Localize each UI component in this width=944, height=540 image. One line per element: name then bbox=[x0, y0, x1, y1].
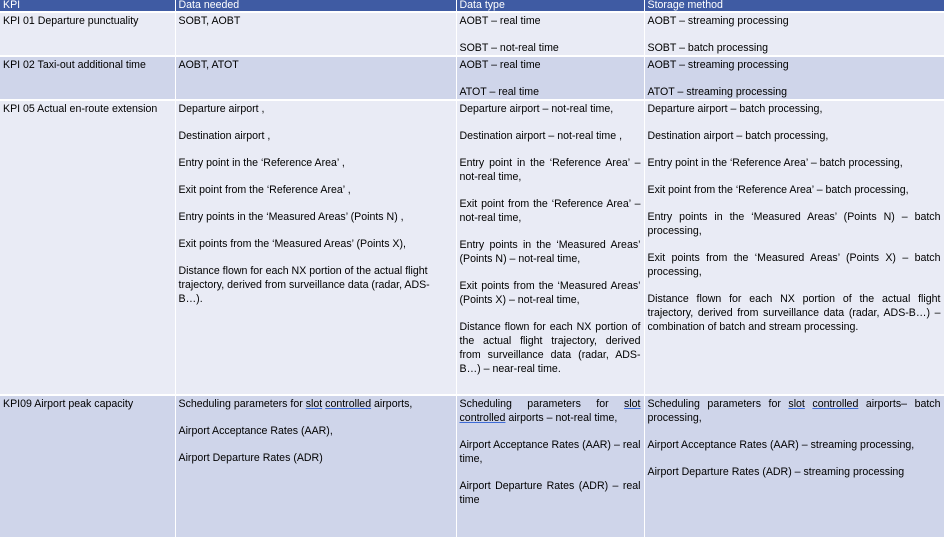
cell-line: Destination airport – batch processing, bbox=[647, 130, 829, 142]
cell-text: airports, bbox=[371, 398, 413, 410]
cell-line: AOBT – streaming processing bbox=[647, 15, 789, 27]
slot-word: slot bbox=[788, 398, 805, 410]
slot-word: slot bbox=[624, 398, 641, 410]
cell-line: Exit point from the ‘Reference Area’ – not-real time, bbox=[459, 198, 641, 224]
cell-line: AOBT – real time bbox=[459, 15, 541, 27]
cell-line: Distance flown for each NX portion of the actual flight trajectory, derived from surveillance data (radar, ADS-B…) – near-real time. bbox=[459, 321, 641, 375]
cell-line: Exit points from the ‘Measured Areas’ (Points X) – not-real time, bbox=[459, 280, 641, 306]
controlled-word: controlled bbox=[325, 398, 372, 410]
cell-text: airports– batch processing, bbox=[647, 398, 941, 424]
cell-text: Scheduling parameters for bbox=[459, 398, 624, 410]
table-row bbox=[0, 395, 944, 538]
cell-line: Departure airport – not-real time, bbox=[459, 103, 614, 115]
cell-line: Entry point in the ‘Reference Area’ – not-real time, bbox=[459, 157, 641, 183]
cell-line: Airport Departure Rates (ADR) – real time bbox=[459, 480, 641, 506]
cell-line: Departure airport – batch processing, bbox=[647, 103, 823, 115]
cell-line bbox=[460, 397, 641, 425]
kpi-cell: KPI 05 Actual en-route extension bbox=[0, 100, 175, 395]
storage-method-cell bbox=[644, 56, 944, 100]
table-row bbox=[0, 56, 944, 100]
cell-line: Exit point from the ‘Reference Area’ , bbox=[178, 184, 351, 196]
table-row bbox=[0, 100, 944, 395]
cell-line: Airport Departure Rates (ADR) – streaming processing bbox=[647, 466, 905, 478]
data-needed-cell bbox=[175, 56, 456, 100]
cell-line: ATOT – streaming processing bbox=[647, 86, 788, 98]
data-type-cell bbox=[456, 56, 644, 100]
cell-line: Airport Departure Rates (ADR) bbox=[178, 452, 323, 464]
cell-line: Entry points in the ‘Measured Areas’ (Points N) – not-real time, bbox=[459, 239, 641, 265]
cell-line: Airport Acceptance Rates (AAR) – streaming processing, bbox=[647, 439, 915, 451]
cell-line: Airport Acceptance Rates (AAR) – real time, bbox=[459, 439, 641, 465]
kpi-cell: KPI 01 Departure punctuality bbox=[0, 12, 175, 56]
cell-line bbox=[179, 397, 453, 411]
cell-line: Airport Acceptance Rates (AAR), bbox=[178, 425, 333, 437]
cell-line: Entry point in the ‘Reference Area’ , bbox=[178, 157, 345, 169]
controlled-word: controlled bbox=[812, 398, 859, 410]
storage-method-cell bbox=[644, 100, 944, 395]
data-needed-cell bbox=[175, 100, 456, 395]
cell-line: Destination airport – not-real time , bbox=[459, 130, 623, 142]
cell-text: Scheduling parameters for bbox=[178, 398, 306, 410]
cell-line: Entry points in the ‘Measured Areas’ (Points N) – batch processing, bbox=[647, 211, 941, 237]
cell-line: AOBT – streaming processing bbox=[647, 59, 789, 71]
header-kpi: KPI bbox=[0, 0, 175, 12]
cell-line: SOBT – batch processing bbox=[647, 42, 769, 54]
slot-word: slot bbox=[305, 398, 323, 410]
kpi-cell: KPI09 Airport peak capacity bbox=[0, 395, 175, 538]
data-needed-cell bbox=[175, 395, 456, 538]
header-storage-method: Storage method bbox=[644, 0, 944, 12]
cell-line bbox=[648, 397, 941, 425]
cell-text: airports – not-real time, bbox=[505, 412, 618, 424]
cell-line: SOBT – not-real time bbox=[459, 42, 559, 54]
cell-line: Exit point from the ‘Reference Area’ – batch processing, bbox=[647, 184, 909, 196]
cell-line: Exit points from the ‘Measured Areas’ (Points X) – batch processing, bbox=[647, 252, 941, 278]
header-data-needed: Data needed bbox=[175, 0, 456, 12]
cell-line: Entry point in the ‘Reference Area’ – batch processing, bbox=[647, 157, 903, 169]
storage-method-cell bbox=[644, 12, 944, 56]
cell-line: ATOT – real time bbox=[459, 86, 539, 98]
cell-line: Distance flown for each NX portion of the actual flight trajectory, derived from surveillance data (radar, ADS-B…) – combination of batch and stream processing. bbox=[647, 293, 941, 333]
cell-line: SOBT, AOBT bbox=[178, 15, 241, 27]
cell-line: AOBT – real time bbox=[459, 59, 541, 71]
cell-line: Distance flown for each NX portion of the actual flight trajectory, derived from surveillance data (radar, ADS-B…). bbox=[178, 265, 430, 305]
cell-line: Departure airport , bbox=[178, 103, 265, 115]
data-type-cell bbox=[456, 395, 644, 538]
cell-line: Entry points in the ‘Measured Areas’ (Points N) , bbox=[178, 211, 404, 223]
cell-line: Destination airport , bbox=[178, 130, 271, 142]
cell-line: AOBT, ATOT bbox=[178, 59, 239, 71]
table-row bbox=[0, 12, 944, 56]
data-needed-cell bbox=[175, 12, 456, 56]
cell-text: Scheduling parameters for bbox=[647, 398, 789, 410]
controlled-word: controlled bbox=[459, 412, 506, 424]
data-type-cell bbox=[456, 100, 644, 395]
data-type-cell bbox=[456, 12, 644, 56]
cell-line: Exit points from the ‘Measured Areas’ (Points X), bbox=[178, 238, 406, 250]
header-data-type: Data type bbox=[456, 0, 644, 12]
kpi-cell: KPI 02 Taxi-out additional time bbox=[0, 56, 175, 100]
storage-method-cell bbox=[644, 395, 944, 538]
table-header-row bbox=[0, 0, 944, 12]
